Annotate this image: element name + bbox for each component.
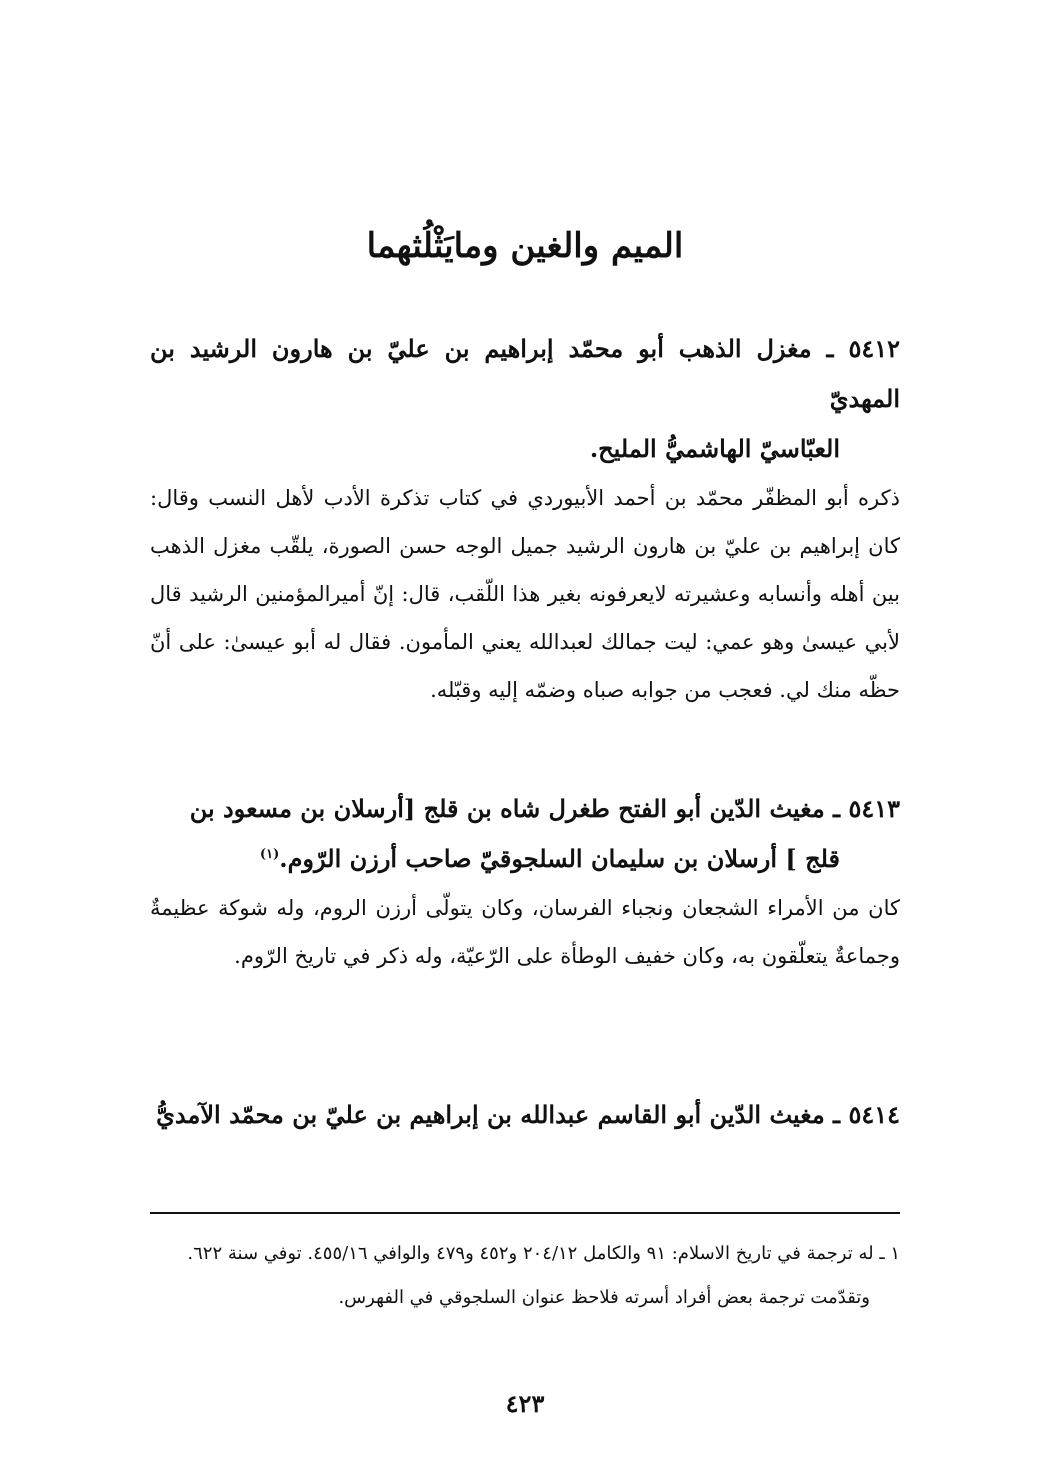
entry-name-line2: العبّاسيّ الهاشميُّ المليح. [589, 434, 840, 463]
entry-number: ٥٤١٢ ـ [826, 334, 901, 363]
entry-number: ٥٤١٣ ـ [833, 794, 900, 823]
entry-name-line2: قلج ] أرسلان بن سليمان السلجوقيّ صاحب أرزن الرّوم. [279, 844, 840, 873]
entry-name-line1: مغزل الذهب أبو محمّد إبراهيم بن عليّ بن هارون الرشيد بن المهديّ [150, 334, 900, 413]
chapter-title: الميم والغين ومايَثْلُثهما [366, 226, 684, 266]
entry-name-line2-wrap [150, 834, 900, 884]
biography-entry [150, 1090, 900, 1140]
entry-heading [150, 1090, 900, 1140]
entry-heading [150, 324, 900, 474]
page-number: ٤٢٣ [505, 1389, 545, 1418]
entry-body: ذكره أبو المظفّر محمّد بن أحمد الأبيوردي في كتاب تذكرة الأدب لأهل النسب وقال: كان إبراهيم بن عليّ بن هارون الرشيد جميل الوجه حسن الصورة، يلقّب مغزل الذهب بين أهله وأنسابه وعشيرته لايعرفونه بغير هذا اللّقب، قال: إنّ أميرالمؤمنين الرشيد قال لأبي عيسىٰ وهو عمي: ليت جمالك لعبدالله يعني المأمون. فقال له أبو عيسىٰ: على أنّ حظّه منك لي. فعجب من جوابه صباه وضمّه إليه وقبّله. [150, 486, 900, 702]
book-page [150, 0, 900, 1475]
footnotes [150, 1232, 900, 1320]
footnote-divider [150, 1212, 900, 1214]
entry-number: ٥٤١٤ ـ [833, 1100, 900, 1129]
biography-entry [150, 324, 900, 714]
biography-entry [150, 784, 900, 980]
entry-name-line1: مغيث الدّين أبو القاسم عبدالله بن إبراهيم بن عليّ بن محمّد الآمديُّ [156, 1100, 825, 1129]
entry-name-line1: مغيث الدّين أبو الفتح طغرل شاه بن قلج [أرسلان بن مسعود بن [189, 794, 825, 823]
footnote-1: ١ ـ له ترجمة في تاريخ الاسلام: ٩١ والكامل ٢٠٤/١٢ و٤٥٢ و٤٧٩ والوافي ٤٥٥/١٦. توفي سنة ٦٢٢. [187, 1243, 900, 1264]
entry-body: كان من الأمراء الشجعان ونجباء الفرسان، وكان يتولّى أرزن الروم، وله شوكة عظيمةٌ وجماعةٌ يتعلّقون به، وكان خفيف الوطأة على الرّعيّة، وله ذكر في تاريخ الرّوم. [150, 896, 900, 968]
entry-heading [150, 784, 900, 884]
footnote-reference[interactable]: (١) [259, 847, 280, 862]
footnote-note: وتقدّمت ترجمة بعض أفراد أسرته فلاحظ عنوان السلجوقي في الفهرس. [338, 1287, 870, 1308]
